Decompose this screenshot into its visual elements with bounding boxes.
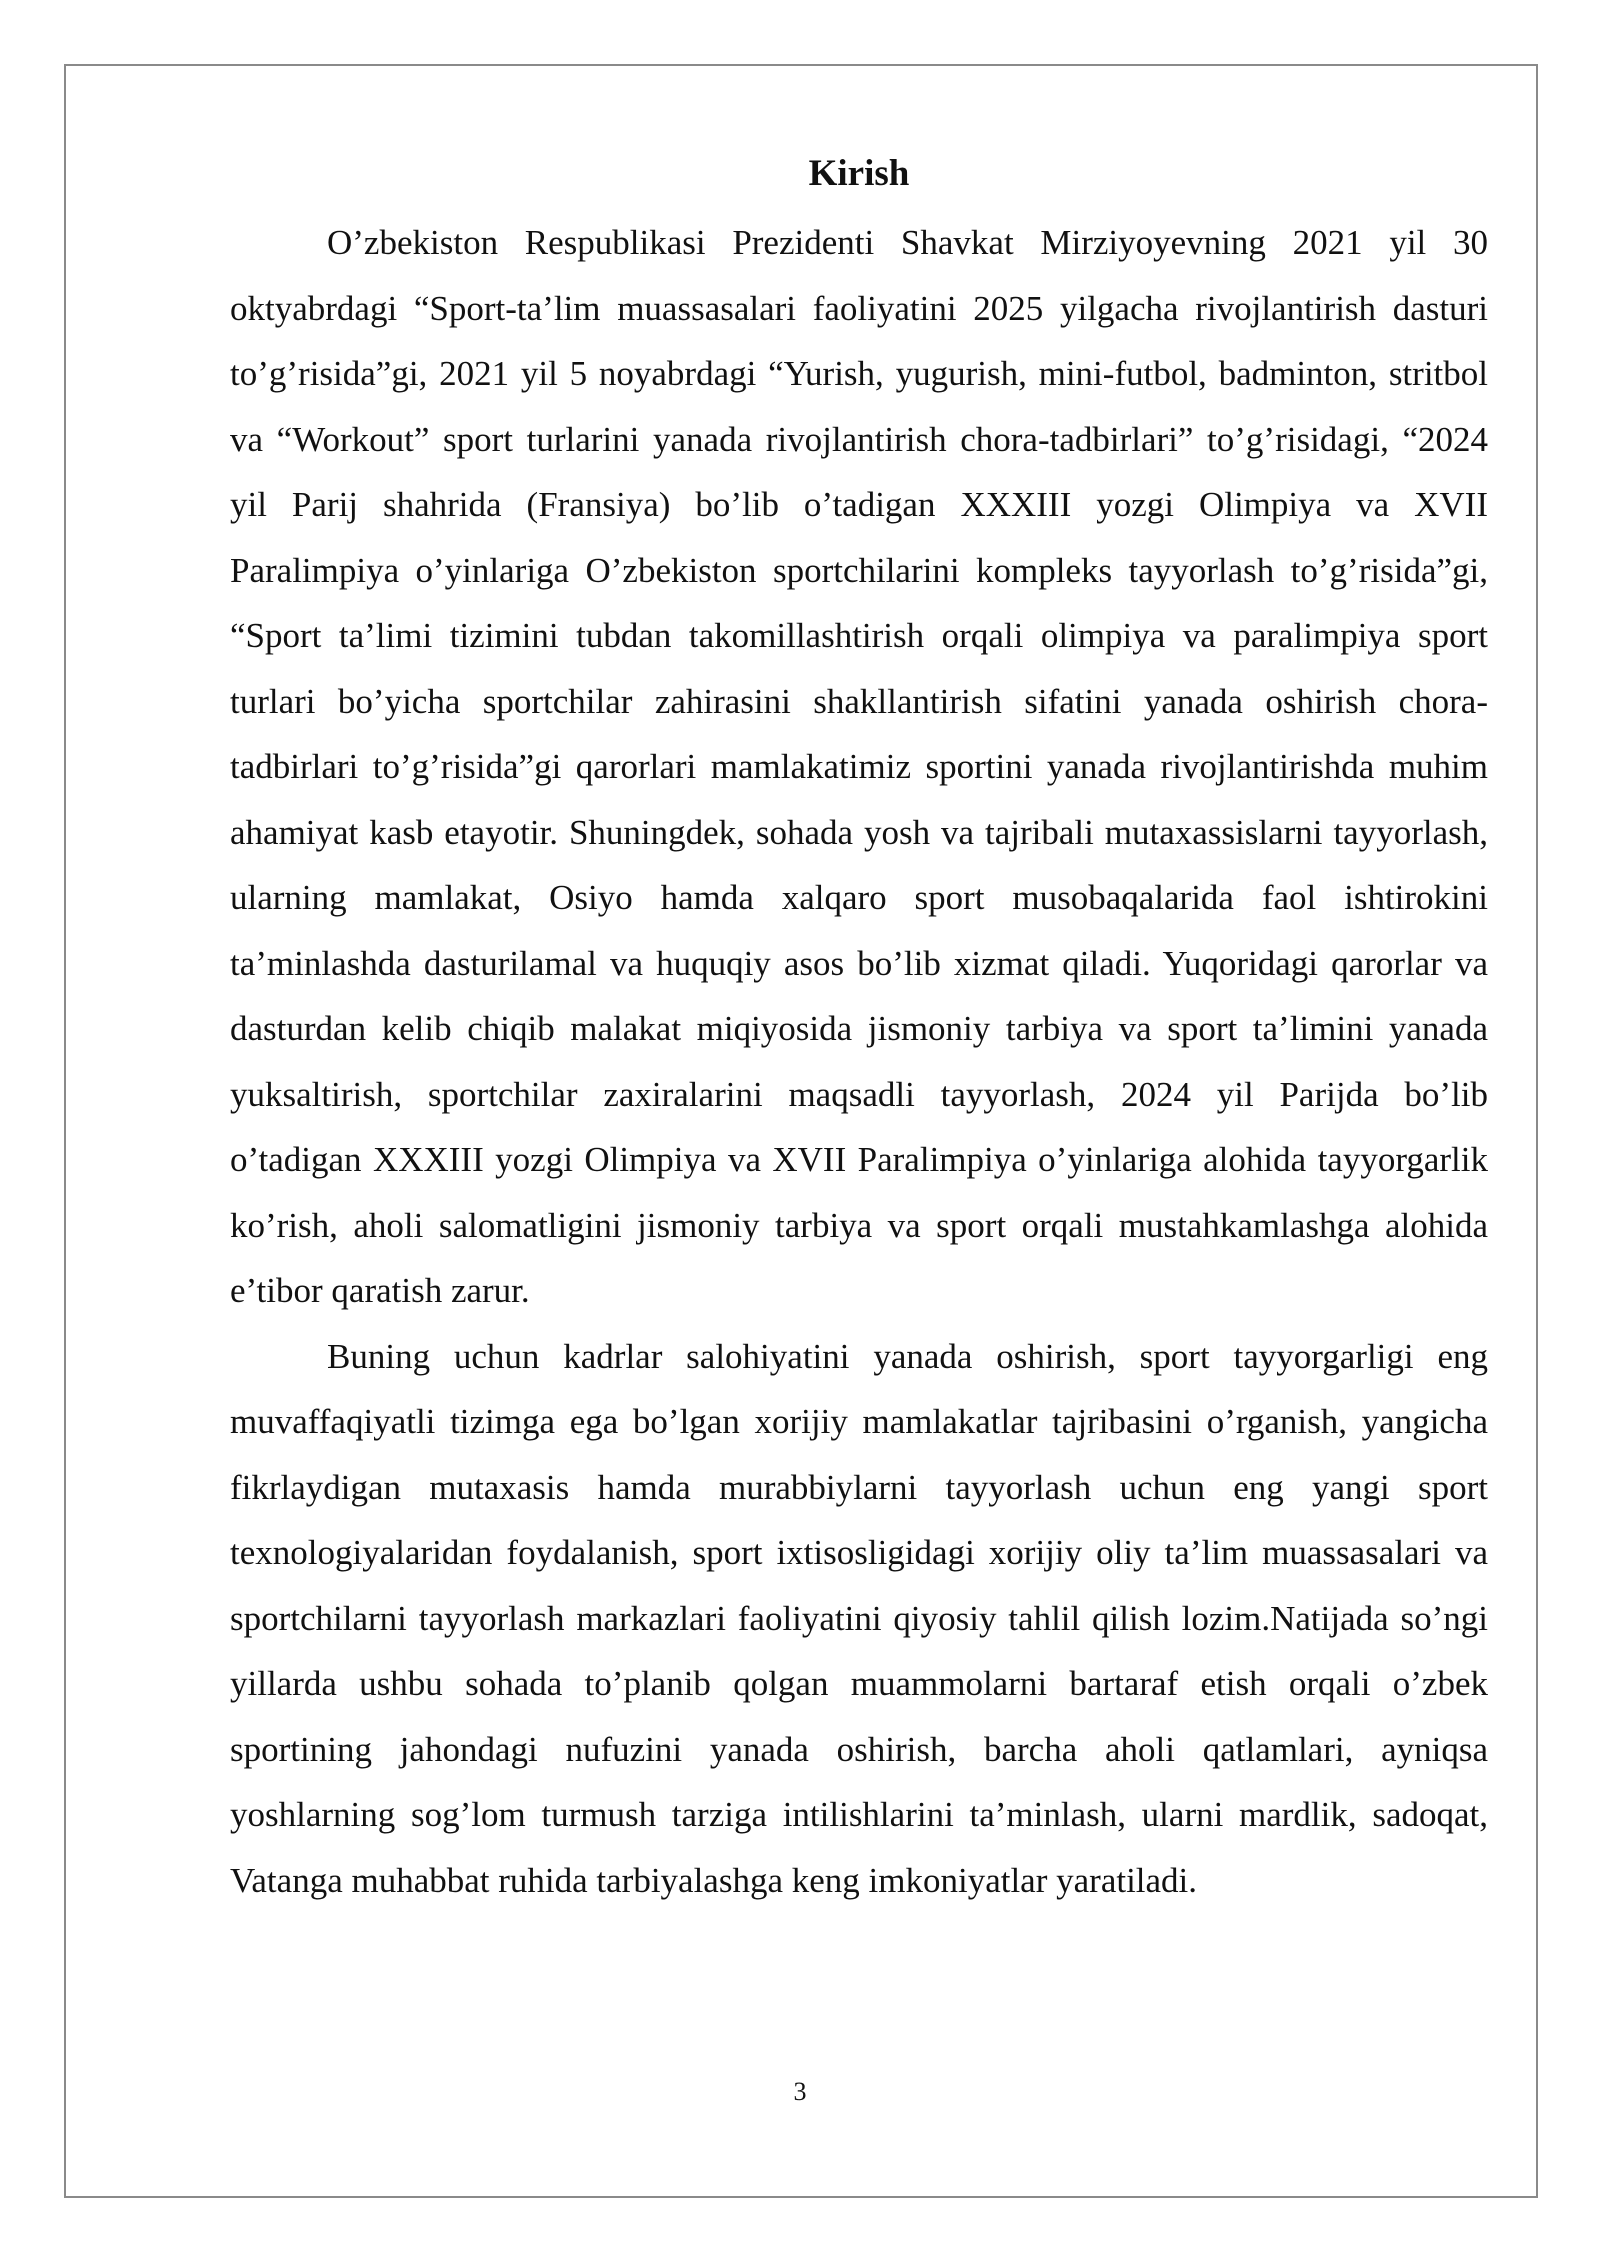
document-body <box>230 148 1488 1913</box>
paragraph-second: Buning uchun kadrlar salohiyatini yanada oshirish, sport tayyorgarligi eng muvaffaqiyatli tizimga ega bo’lgan xorijiy mamlakatlar tajribasini o’rganish, yangicha fikrlaydigan mutaxasis hamda murabbiylarni tayyorlash uchun eng yangi sport texnologiyalaridan foydalanish, sport ixtisosligidagi xorijiy oliy ta’lim muassasalari va sportchilarni tayyorlash markazlari faoliyatini qiyosiy tahlil qilish lozim.Natijada so’ngi yillarda ushbu sohada to’planib qolgan muammolarni bartaraf etish orqali o’zbek sportining jahondagi nufuzini yanada oshirish, barcha aholi qatlamlari, ayniqsa yoshlarning sog’lom turmush tarziga intilishlarini ta’minlash, ularni mardlik, sadoqat, Vatanga muhabbat ruhida tarbiyalashga keng imkoniyatlar yaratiladi. <box>230 1336 1488 1900</box>
section-title: Kirish <box>808 153 910 194</box>
paragraph-intro: O’zbekiston Respublikasi Prezidenti Shavkat Mirziyoyevning 2021 yil 30 oktyabrdagi “Sport-ta’lim muassasalari faoliyatini 2025 yilgacha rivojlantirish dasturi to’g’risida”gi, 2021 yil 5 noyabrdagi “Yurish, yugurish, mini-futbol, badminton, stritbol va “Workout” sport turlarini yanada rivojlantirish chora-tadbirlari” to’g’risidagi, “2024 yil Parij shahrida (Fransiya) bo’lib o’tadigan XXXIII yozgi Olimpiya va XVII Paralimpiya o’yinlariga O’zbekiston sportchilarini kompleks tayyorlash to’g’risida”gi, “Sport ta’limi tizimini tubdan takomillashtirish orqali olimpiya va paralimpiya sport turlari bo’yicha sportchilar zahirasini shakllantirish sifatini yanada oshirish chora-tadbirlari to’g’risida”gi qarorlari mamlakatimiz sportini yanada rivojlantirishda muhim ahamiyat kasb etayotir. Shuningdek, sohada yosh va tajribali mutaxassislarni tayyorlash, ularning mamlakat, Osiyo hamda xalqaro sport musobaqalarida faol ishtirokini ta’minlashda dasturilamal va huquqiy asos bo’lib xizmat qiladi. Yuqoridagi qarorlar va dasturdan kelib chiqib malakat miqiyosida jismoniy tarbiya va sport ta’limini yanada yuksaltirish, sportchilar zaxiralarini maqsadli tayyorlash, 2024 yil Parijda bo’lib o’tadigan XXXIII yozgi Olimpiya va XVII Paralimpiya o’yinlariga alohida tayyorgarlik ko’rish, aholi salomatligini jismoniy tarbiya va sport orqali mustahkamlashga alohida e’tibor qaratish zarur. <box>230 223 1488 1310</box>
page-number: 3 <box>793 2077 807 2106</box>
